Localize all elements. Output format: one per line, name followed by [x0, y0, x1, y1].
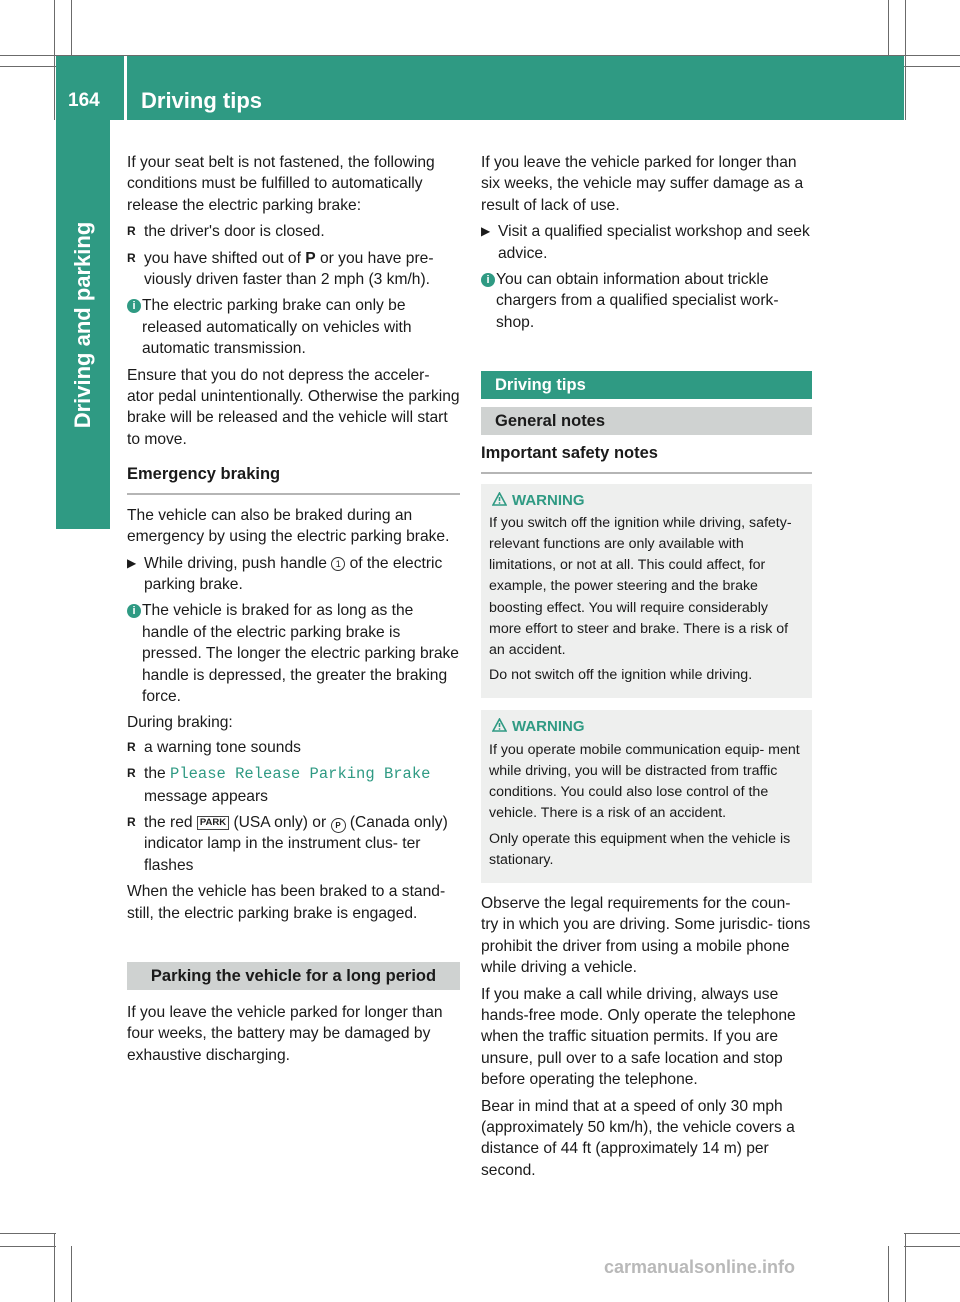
- crop-mark: [888, 1246, 889, 1302]
- list-item: R you have shifted out of P or you have pre- viously driven faster than 2 mph (3 km/h).: [127, 248, 460, 291]
- watermark: carmanualsonline.info: [604, 1257, 796, 1277]
- standstill-paragraph: When the vehicle has been braked to a stand- still, the electric parking brake is engaged.: [127, 883, 446, 922]
- speed-paragraph: Bear in mind that at a speed of only 30 mph (approximately 50 km/h), the vehicle covers a distance of 44 ft (approximately 14 m) per second.: [481, 1097, 795, 1179]
- list-item: R the red PARK (USA only) or P (Canada only) indicator lamp in the instrument clus- ter flashes: [127, 812, 460, 876]
- six-weeks-paragraph: If you leave the vehicle parked for longer than six weeks, the vehicle may suffer damage as a result of lack of use.: [481, 154, 804, 214]
- section-heading: Important safety notes: [481, 443, 812, 473]
- page-title: Driving tips: [141, 88, 263, 113]
- info-icon: i: [127, 604, 141, 618]
- instruction-step: ▶ Visit a qualified specialist workshop and seek advice.: [481, 221, 812, 264]
- emergency-paragraph: The vehicle can also be braked during an emergency by using the electric parking brake.: [127, 506, 450, 546]
- crop-mark: [905, 0, 906, 120]
- observe-paragraph: Observe the legal requirements for the coun- try in which you are driving. Some jurisdic- tions prohibit the driver from using a mobile phone while driving a vehicle.: [481, 894, 811, 977]
- long-period-paragraph: If you leave the vehicle parked for longer than four weeks, the battery may be damaged by exhaustive discharging.: [127, 1004, 443, 1064]
- intro-paragraph: If your seat belt is not fastened, the following conditions must be fulfilled to automatically release the electric parking brake:: [127, 154, 435, 214]
- warning-title: WARNING: [489, 490, 804, 511]
- warning-text: If you switch off the ignition while driving, safety-relevant functions are only available with limitations, or not at all. This could affect, for example, the power steering and the brake boosting effect. You will require considerably more effort to steer and brake. There is a risk of an accident.: [489, 514, 792, 659]
- warning-box: [481, 484, 812, 699]
- call-paragraph: If you make a call while driving, always use hands-free mode. Only operate the telephone when the traffic situation permits. If you are unsure, pull over to a safe location and stop before operating the telephone.: [481, 985, 796, 1089]
- crop-mark: [0, 1233, 56, 1234]
- crop-mark: [905, 1233, 906, 1302]
- right-column: [481, 152, 812, 1186]
- page-number: 164: [68, 90, 100, 111]
- info-icon: i: [481, 273, 495, 287]
- park-lamp-icon: PARK: [197, 816, 229, 830]
- instruction-step: ▶ While driving, push handle 1 of the electric parking brake.: [127, 553, 460, 596]
- warning-text: Do not switch off the ignition while driving.: [489, 667, 753, 684]
- subsection-heading: General notes: [481, 407, 812, 435]
- info-note: i You can obtain information about trickle chargers from a qualified specialist work- shop.: [481, 269, 812, 333]
- crop-mark: [54, 0, 55, 120]
- crop-mark: [71, 0, 72, 56]
- ensure-paragraph: Ensure that you do not depress the acceler- ator pedal unintentionally. Otherwise the parking brake will be released and the vehicle will start to move.: [127, 366, 460, 448]
- crop-mark: [904, 1233, 960, 1234]
- warning-triangle-icon: [492, 718, 507, 732]
- info-icon: i: [127, 299, 141, 313]
- left-column: [127, 152, 460, 1071]
- chapter-section-heading: Driving tips: [481, 371, 812, 399]
- warning-box: [481, 710, 812, 882]
- crop-mark: [888, 0, 889, 56]
- warning-text: If you operate mobile communication equip- ment while driving, you will be distracted from traffic conditions. You could also lose control of the vehicle. There is a risk of an accident.: [489, 741, 800, 822]
- info-note: i The vehicle is braked for as long as the handle of the electric parking brake is pressed. The longer the electric parking brake handle is depressed, the greater the braking force.: [127, 600, 460, 707]
- crop-mark: [0, 1246, 56, 1247]
- display-message: Please Release Parking Brake: [170, 765, 431, 784]
- section-heading: Emergency braking: [127, 464, 460, 494]
- header-divider: [124, 56, 127, 120]
- warning-title: WARNING: [489, 716, 804, 737]
- parking-brake-lamp-icon: P: [331, 818, 346, 833]
- info-note: i The electric parking brake can only be released automatically on vehicles with automatic transmission.: [127, 295, 460, 359]
- chapter-tab-label: Driving and parking: [70, 221, 95, 429]
- list-item: R the Please Release Parking Brake message appears: [127, 763, 460, 807]
- gear-key: P: [305, 249, 316, 267]
- callout-number-icon: 1: [331, 557, 345, 571]
- crop-mark: [904, 1246, 960, 1247]
- list-item: R the driver's door is closed.: [127, 221, 460, 242]
- section-band-heading: Parking the vehicle for a long period: [127, 962, 460, 990]
- during-label: During braking:: [127, 714, 233, 732]
- list-item: R a warning tone sounds: [127, 737, 460, 758]
- warning-triangle-icon: [492, 492, 507, 506]
- crop-mark: [71, 1246, 72, 1302]
- crop-mark: [54, 1233, 55, 1302]
- warning-text: Only operate this equipment when the vehicle is stationary.: [489, 830, 791, 868]
